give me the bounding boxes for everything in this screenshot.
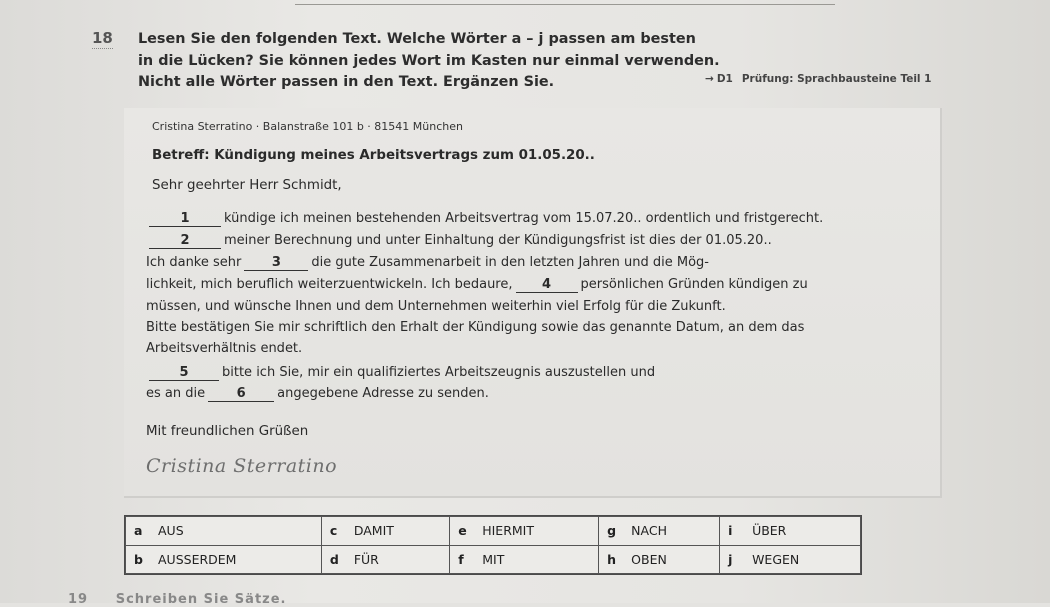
letter-line xyxy=(146,277,808,293)
option-word: AUS xyxy=(158,523,184,539)
letter-line-text: meiner Berechnung und unter Einhaltung der Kündigungsfrist ist dies der 01.05.20.. xyxy=(224,233,772,248)
word-option[interactable] xyxy=(321,517,449,546)
word-option[interactable] xyxy=(126,517,322,546)
instruction-line: in die Lücken? Sie können jedes Wort im Kasten nur einmal verwenden. xyxy=(138,52,720,69)
letter-line-text: Ich danke sehr xyxy=(146,255,242,270)
letter-line-text: bitte ich Sie, mir ein qualifiziertes Arbeitszeugnis auszustellen und xyxy=(222,365,656,380)
option-word: AUSSERDEM xyxy=(158,551,237,567)
arrow-right-icon: → xyxy=(705,73,714,85)
letter-line: Bitte bestätigen Sie mir schriftlich den Erhalt der Kündigung sowie das genannte Datum, an dem das xyxy=(146,320,805,335)
letter-line xyxy=(146,233,772,249)
option-word: OBEN xyxy=(631,551,667,567)
option-word: DAMIT xyxy=(353,523,394,539)
letter-line: müssen, und wünsche Ihnen und dem Unternehmen weiterhin viel Erfolg für die Zukunft. xyxy=(146,299,726,314)
letter-line xyxy=(146,255,709,271)
word-option[interactable] xyxy=(599,517,720,546)
word-option[interactable] xyxy=(321,545,449,574)
option-letter: c xyxy=(329,523,338,539)
word-option[interactable] xyxy=(450,545,599,574)
option-word: NACH xyxy=(631,523,667,539)
blank-5[interactable]: 5 xyxy=(149,366,219,381)
option-word: MIT xyxy=(482,551,505,567)
exercise-number: 18 xyxy=(92,29,113,47)
blank-6[interactable]: 6 xyxy=(208,387,274,402)
letter-line-text: es an die xyxy=(146,386,206,401)
next-exercise xyxy=(68,592,286,607)
letter-line-text: die gute Zusammenarbeit in den letzten Jahren und die Mög- xyxy=(311,255,709,270)
letter-sender: Cristina Sterratino · Balanstraße 101 b · 81541 München xyxy=(152,120,463,133)
option-letter: g xyxy=(607,523,617,539)
letter-line-text: angegebene Adresse zu senden. xyxy=(277,386,489,401)
word-option[interactable] xyxy=(720,517,861,546)
option-letter: j xyxy=(728,551,733,567)
letter-line xyxy=(146,386,489,402)
instruction-line: Nicht alle Wörter passen in den Text. Ergänzen Sie. xyxy=(138,74,555,90)
reference-code: D1 xyxy=(716,73,733,85)
letter-line xyxy=(146,211,823,227)
word-option[interactable] xyxy=(720,545,861,574)
next-exercise-text: Schreiben Sie Sätze. xyxy=(115,592,287,607)
letter-line: Arbeitsverhältnis endet. xyxy=(146,341,303,356)
blank-2[interactable]: 2 xyxy=(149,234,221,249)
letter-signature: Cristina Sterratino xyxy=(146,455,338,477)
letter-line-text: lichkeit, mich beruflich weiterzuentwickeln. Ich bedaure, xyxy=(146,277,513,292)
option-word: HIERMIT xyxy=(482,523,534,539)
page-top-rule xyxy=(295,4,835,5)
option-word: ÜBER xyxy=(752,523,787,539)
word-box xyxy=(124,515,862,575)
letter-closing: Mit freundlichen Grüßen xyxy=(146,424,309,439)
exam-reference xyxy=(705,73,932,85)
option-letter: h xyxy=(607,551,617,567)
option-word: FÜR xyxy=(353,551,379,567)
word-table xyxy=(125,516,861,574)
option-letter: b xyxy=(134,551,143,567)
blank-3[interactable]: 3 xyxy=(244,256,308,271)
blank-1[interactable]: 1 xyxy=(149,212,221,227)
option-letter: i xyxy=(728,523,733,539)
word-option[interactable] xyxy=(450,517,599,546)
next-exercise-number: 19 xyxy=(68,592,89,607)
option-word: WEGEN xyxy=(752,551,800,567)
reference-text: Prüfung: Sprachbausteine Teil 1 xyxy=(741,73,932,85)
instruction-line: Lesen Sie den folgenden Text. Welche Wörter a – j passen am besten xyxy=(138,31,696,47)
letter-line-text: persönlichen Gründen kündigen zu xyxy=(580,277,808,292)
option-letter: a xyxy=(134,523,143,539)
letter-line-text: kündige ich meinen bestehenden Arbeitsvertrag vom 15.07.20.. ordentlich und fristgerecht. xyxy=(224,211,824,226)
word-row xyxy=(126,517,861,546)
letter-subject: Betreff: Kündigung meines Arbeitsvertrags zum 01.05.20.. xyxy=(152,148,595,163)
option-letter: e xyxy=(458,523,467,539)
letter-line xyxy=(146,365,655,381)
word-option[interactable] xyxy=(126,545,322,574)
blank-4[interactable]: 4 xyxy=(516,278,578,293)
word-row xyxy=(126,545,861,574)
option-letter: d xyxy=(329,551,339,567)
letter-greeting: Sehr geehrter Herr Schmidt, xyxy=(152,178,342,193)
word-option[interactable] xyxy=(599,545,720,574)
option-letter: f xyxy=(458,551,464,567)
